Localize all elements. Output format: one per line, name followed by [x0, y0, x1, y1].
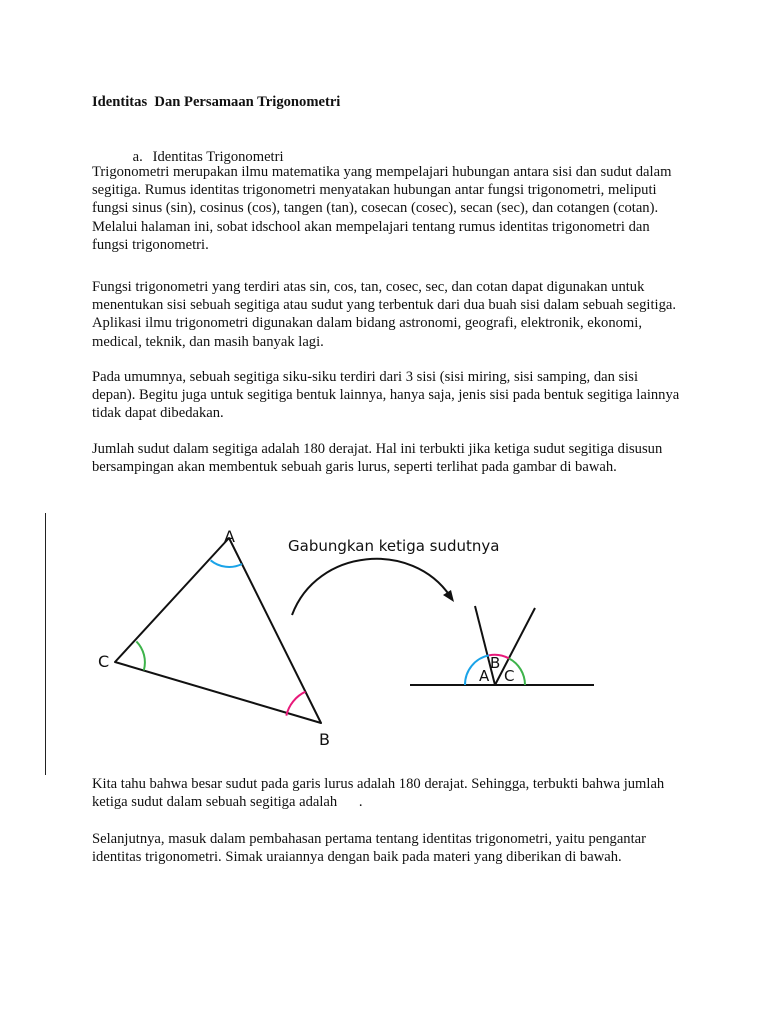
triangle-label-c: C [98, 652, 110, 671]
combine-arrow-curve [292, 559, 450, 615]
figure-caption: Gabungkan ketiga sudutnya [288, 537, 500, 555]
section-number: a. [132, 149, 143, 165]
margin-change-bar [45, 513, 46, 775]
triangle-angle-figure [92, 518, 612, 756]
arrow-head-icon [443, 590, 454, 602]
paragraph-5-period: . [358, 794, 363, 811]
section-label: Identitas Trigonometri [152, 149, 284, 165]
triangle-label-a: A [224, 527, 235, 546]
paragraph-4: Jumlah sudut dalam segitiga adalah 180 derajat. Hal ini terbukti jika ketiga sudut segitiga disusun bersampingan akan membentuk sebuah garis lurus, seperti terlihat pada gambar di bawah. [92, 441, 663, 476]
triangle-label-b: B [319, 730, 330, 749]
angle-ray-right [495, 608, 535, 685]
triangle-angle-b-arc [286, 692, 305, 716]
paragraph-5-text: Kita tahu bahwa besar sudut pada garis lurus adalah 180 derajat. Sehingga, terbukti bahwa jumlah ketiga sudut dalam sebuah segitiga adalah [92, 776, 665, 811]
paragraph-1: Trigonometri merupakan ilmu matematika yang mempelajari hubungan antara sisi dan sudut dalam segitiga. Rumus identitas trigonometri menyatakan hubungan antar fungsi trigonometri, meliputi fungsi sinus (sin), cosinus (cos), tangen (tan), cosecan (cosec), secan (sec), dan cotangen (cotan). Melalui halaman ini, sobat idschool akan mempelajari tentang rumus identitas trigonometri dan fungsi trigonometri. [92, 164, 672, 253]
page-title: Identitas Dan Persamaan Trigonometri [92, 94, 341, 110]
line-label-b: B [490, 654, 501, 672]
line-label-a: A [479, 667, 490, 685]
paragraph-3: Pada umumnya, sebuah segitiga siku-siku terdiri dari 3 sisi (sisi miring, sisi samping, dan sisi depan). Begitu juga untuk segitiga bentuk lainnya, hanya saja, jenis sisi pada bentuk segitiga lainnya tidak dapat dibedakan. [92, 369, 680, 422]
paragraph-5 [92, 775, 682, 811]
line-label-c: C [504, 667, 515, 685]
triangle-angle-c-arc [136, 641, 145, 670]
figure-svg [92, 518, 612, 756]
paragraph-2: Fungsi trigonometri yang terdiri atas sin, cos, tan, cosec, sec, dan cotan dapat digunakan untuk menentukan sisi sebuah segitiga atau sudut yang terbentuk dari dua buah sisi dalam sebuah segitiga. Aplikasi ilmu trigonometri digunakan dalam bidang astronomi, geografi, elektronik, ekonomi, medical, teknik, dan masih banyak lagi. [92, 279, 677, 350]
triangle-angle-a-arc [211, 560, 242, 567]
paragraph-6: Selanjutnya, masuk dalam pembahasan pertama tentang identitas trigonometri, yaitu pengantar identitas trigonometri. Simak uraiannya dengan baik pada materi yang diberikan di bawah. [92, 831, 646, 866]
